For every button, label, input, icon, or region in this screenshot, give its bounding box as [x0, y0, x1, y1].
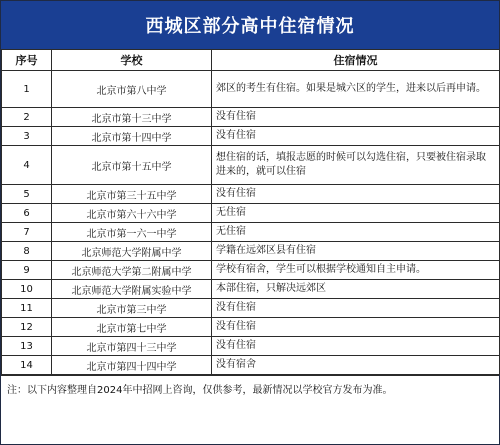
table-row [2, 71, 500, 108]
row-status: 没有住宿 [212, 299, 500, 318]
row-school: 北京师范大学附属中学 [52, 242, 212, 261]
row-school: 北京市第十三中学 [52, 108, 212, 127]
row-status: 没有住宿 [212, 108, 500, 127]
table-row [2, 356, 500, 375]
row-status: 没有住宿 [212, 185, 500, 204]
table-row [2, 318, 500, 337]
row-status: 本部住宿，只解决远郊区 [212, 280, 500, 299]
row-status: 学校有宿舍，学生可以根据学校通知自主申请。 [212, 261, 500, 280]
row-school: 北京市第十五中学 [52, 146, 212, 185]
table-row [2, 242, 500, 261]
table-row [2, 337, 500, 356]
row-school: 北京市第三十五中学 [52, 185, 212, 204]
row-no: 13 [2, 337, 52, 356]
row-no: 2 [2, 108, 52, 127]
table-row [2, 299, 500, 318]
row-no: 10 [2, 280, 52, 299]
row-no: 9 [2, 261, 52, 280]
table-row [2, 185, 500, 204]
row-no: 5 [2, 185, 52, 204]
header-school: 学校 [52, 50, 212, 71]
row-school: 北京市第八中学 [52, 71, 212, 108]
table-row [2, 127, 500, 146]
row-no: 4 [2, 146, 52, 185]
row-school: 北京市第一六一中学 [52, 223, 212, 242]
row-status: 郊区的考生有住宿。如果是城六区的学生，进来以后再申请。 [212, 71, 500, 108]
dormitory-table [1, 49, 500, 375]
row-no: 14 [2, 356, 52, 375]
table-row [2, 146, 500, 185]
table-header-row [2, 50, 500, 71]
row-school: 北京市第四十三中学 [52, 337, 212, 356]
row-status: 学籍在远郊区县有住宿 [212, 242, 500, 261]
row-no: 8 [2, 242, 52, 261]
row-no: 11 [2, 299, 52, 318]
page-title: 西城区部分高中住宿情况 [1, 1, 499, 49]
row-school: 北京师范大学第二附属中学 [52, 261, 212, 280]
row-school: 北京市第六十六中学 [52, 204, 212, 223]
table-row [2, 261, 500, 280]
row-school: 北京市第十四中学 [52, 127, 212, 146]
row-status: 没有住宿 [212, 337, 500, 356]
table-row [2, 223, 500, 242]
row-status: 没有住宿 [212, 127, 500, 146]
row-school: 北京师范大学附属实验中学 [52, 280, 212, 299]
row-no: 12 [2, 318, 52, 337]
row-no: 3 [2, 127, 52, 146]
footnote: 注：以下内容整理自2024年中招网上咨询，仅供参考，最新情况以学校官方发布为准。 [1, 375, 499, 400]
row-status: 没有住宿 [212, 318, 500, 337]
row-school: 北京市第四十四中学 [52, 356, 212, 375]
row-status: 无住宿 [212, 223, 500, 242]
row-status: 无住宿 [212, 204, 500, 223]
table-row [2, 204, 500, 223]
table-row [2, 280, 500, 299]
row-status: 想住宿的话，填报志愿的时候可以勾选住宿，只要被住宿录取进来的，就可以住宿 [212, 146, 500, 185]
row-no: 1 [2, 71, 52, 108]
header-status: 住宿情况 [212, 50, 500, 71]
row-school: 北京市第三中学 [52, 299, 212, 318]
row-status: 没有宿舍 [212, 356, 500, 375]
row-no: 6 [2, 204, 52, 223]
row-no: 7 [2, 223, 52, 242]
row-school: 北京市第七中学 [52, 318, 212, 337]
header-no: 序号 [2, 50, 52, 71]
table-row [2, 108, 500, 127]
